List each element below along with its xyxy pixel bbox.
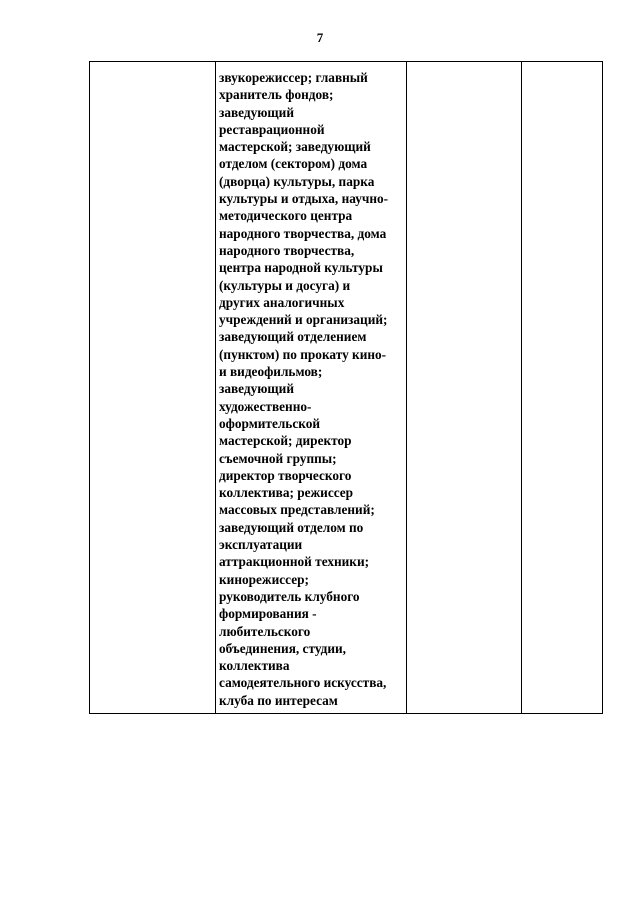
cell-line: клуба по интересам bbox=[219, 692, 338, 708]
cell-line: объединения, студии, bbox=[219, 640, 347, 656]
cell-line: центра народной культуры bbox=[219, 260, 383, 276]
cell-line: оформительской bbox=[219, 415, 321, 431]
cell-line: (культуры и досуга) и bbox=[219, 277, 351, 293]
cell-line: мастерской; директор bbox=[219, 433, 352, 449]
cell-line: коллектива; режиссер bbox=[219, 485, 354, 501]
cell-line: массовых представлений; bbox=[219, 502, 375, 518]
cell-line: заведующий отделом по bbox=[219, 519, 364, 535]
col1-text bbox=[90, 62, 215, 69]
cell-line: кинорежиссер; bbox=[219, 571, 309, 587]
cell-line: (пунктом) по прокату кино- bbox=[219, 346, 387, 362]
cell-line: съемочной группы; bbox=[219, 450, 337, 466]
cell-line: учреждений и организаций; bbox=[219, 312, 388, 328]
table-row bbox=[90, 62, 603, 714]
page-number: 7 bbox=[316, 30, 324, 45]
cell-line: заведующий bbox=[219, 381, 294, 397]
table-cell-col2 bbox=[216, 62, 407, 714]
cell-line: отделом (сектором) дома bbox=[219, 156, 368, 172]
cell-line: и видеофильмов; bbox=[219, 364, 323, 380]
positions-table bbox=[89, 61, 603, 714]
cell-line: (дворца) культуры, парка bbox=[219, 173, 375, 189]
cell-line: заведующий bbox=[219, 104, 294, 120]
positions-list-text bbox=[216, 62, 406, 709]
col4-text bbox=[522, 62, 602, 69]
cell-line: реставрационной bbox=[219, 121, 325, 137]
cell-line: директор творческого bbox=[219, 467, 352, 483]
cell-line: народного творчества, дома bbox=[219, 225, 387, 241]
table-cell-col1 bbox=[90, 62, 216, 714]
cell-line: коллектива bbox=[219, 658, 290, 674]
cell-line: мастерской; заведующий bbox=[219, 139, 371, 155]
table-cell-col4 bbox=[522, 62, 603, 714]
cell-line: руководитель клубного bbox=[219, 588, 360, 604]
cell-line: методического центра bbox=[219, 208, 353, 224]
cell-line: звукорежиссер; главный bbox=[219, 70, 368, 85]
cell-line: аттракционной техники; bbox=[219, 554, 370, 570]
cell-line: заведующий отделением bbox=[219, 329, 367, 345]
cell-line: художественно- bbox=[219, 398, 312, 414]
cell-line: других аналогичных bbox=[219, 294, 345, 310]
cell-line: эксплуатации bbox=[219, 537, 303, 553]
col3-text bbox=[407, 62, 521, 69]
cell-line: формирования - bbox=[219, 606, 317, 622]
cell-line: народного творчества, bbox=[219, 242, 355, 258]
cell-line: культуры и отдыха, научно- bbox=[219, 191, 389, 207]
table-cell-col3 bbox=[407, 62, 522, 714]
cell-line: хранитель фондов; bbox=[219, 87, 334, 103]
cell-line: самодеятельного искусства, bbox=[219, 675, 387, 691]
cell-line: любительского bbox=[219, 623, 311, 639]
